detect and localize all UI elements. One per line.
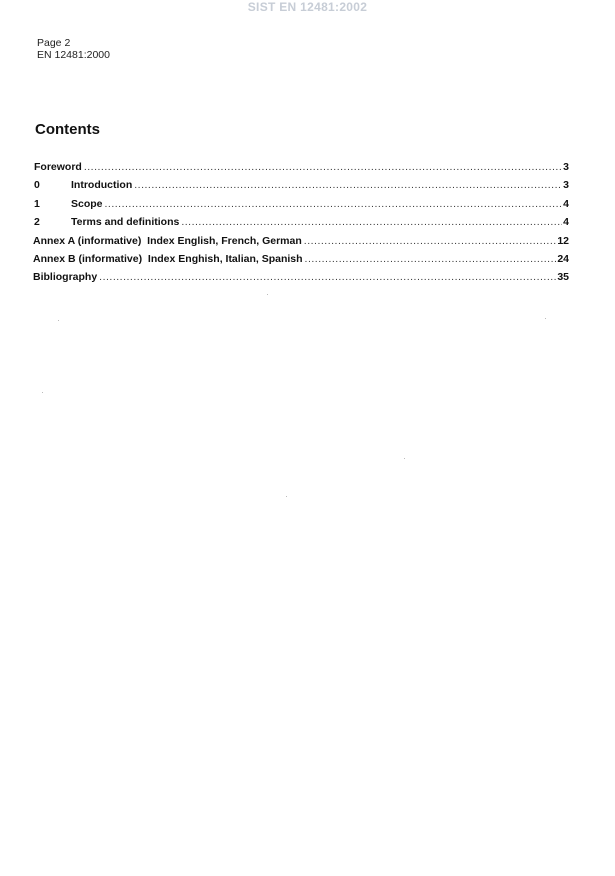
toc-entry-bibliography[interactable] bbox=[33, 271, 569, 289]
watermark: SIST EN 12481:2002 bbox=[247, 0, 368, 14]
toc-entry-label: Foreword bbox=[34, 161, 82, 173]
toc-entry-terms-and-definitions[interactable] bbox=[33, 216, 569, 234]
page-title: Contents bbox=[35, 121, 100, 138]
toc-entry-number: 2 bbox=[34, 216, 40, 229]
toc-entry-page: 4 bbox=[563, 197, 569, 210]
toc-entry-scope[interactable] bbox=[33, 198, 569, 216]
scan-speck bbox=[404, 458, 405, 459]
toc-entry-label: Introduction bbox=[71, 179, 133, 192]
toc-entry-number: 0 bbox=[34, 179, 40, 192]
scan-speck bbox=[267, 294, 268, 295]
toc-dot-leader bbox=[105, 198, 563, 210]
toc-entry-label: Annex A (informative) Index English, French, German bbox=[33, 234, 302, 247]
toc-dot-leader bbox=[134, 179, 562, 191]
toc-entry-label: Scope bbox=[71, 197, 103, 210]
document-id: EN 12481:2000 bbox=[37, 49, 110, 61]
toc-entry-page: 3 bbox=[563, 179, 569, 192]
page-number: Page 2 bbox=[37, 37, 71, 49]
scan-speck bbox=[42, 392, 43, 393]
table-of-contents bbox=[33, 161, 569, 290]
toc-entry-label: Bibliography bbox=[33, 271, 98, 284]
toc-entry-number: 1 bbox=[34, 197, 40, 210]
toc-dot-leader bbox=[99, 271, 556, 283]
toc-entry-page: 3 bbox=[563, 161, 569, 173]
toc-entry-label: Annex B (informative) Index Enghish, Italian, Spanish bbox=[33, 252, 303, 265]
toc-dot-leader bbox=[181, 216, 562, 228]
toc-entry-page: 24 bbox=[557, 252, 569, 265]
toc-dot-leader bbox=[84, 161, 562, 173]
toc-entry-foreword[interactable] bbox=[33, 161, 569, 179]
toc-entry-page: 4 bbox=[563, 216, 569, 229]
toc-dot-leader bbox=[305, 253, 557, 265]
toc-entry-label: Terms and definitions bbox=[71, 216, 180, 229]
toc-dot-leader bbox=[304, 235, 557, 247]
scan-speck bbox=[286, 496, 287, 497]
toc-entry-annex-a[interactable] bbox=[33, 235, 569, 253]
toc-entry-introduction[interactable] bbox=[33, 179, 569, 197]
scan-speck bbox=[545, 318, 546, 319]
toc-entry-page: 35 bbox=[557, 271, 569, 284]
scan-speck bbox=[58, 320, 59, 321]
page-header bbox=[37, 37, 110, 61]
toc-entry-page: 12 bbox=[557, 234, 569, 247]
toc-entry-annex-b[interactable] bbox=[33, 253, 569, 271]
